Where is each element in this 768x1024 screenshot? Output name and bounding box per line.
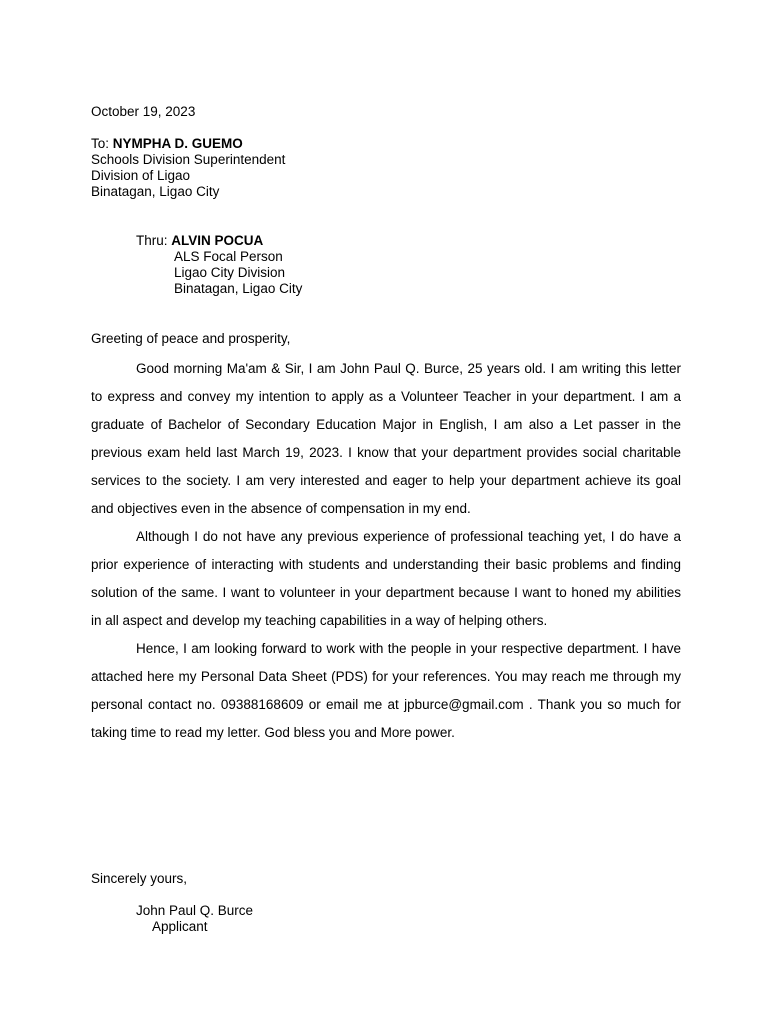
to-label: To: [91, 136, 110, 151]
thru-heading [136, 233, 263, 249]
body-paragraph: Hence, I am looking forward to work with the people in your respective department. I have attached here my Personal Data Sheet (PDS) for your references. You may reach me through my personal contact no. 09388168609 or email me at jpburce@gmail.com . Thank you so much for taking time to read my letter. God bless you and More power. [91, 641, 681, 740]
recipient-heading [91, 136, 243, 152]
recipient-line: Binatagan, Ligao City [91, 184, 220, 199]
signature-title: Applicant [152, 919, 208, 934]
body-paragraph: Although I do not have any previous experience of professional teaching yet, I do have a prior experience of interacting with students and understanding their basic problems and finding solution of the same. I want to volunteer in your department because I want to honed my abilities in all aspect and develop my teaching capabilities in a way of helping others. [91, 529, 681, 628]
recipient-line: Schools Division Superintendent [91, 152, 286, 167]
letter-date: October 19, 2023 [91, 104, 196, 119]
thru-line: Binatagan, Ligao City [174, 281, 303, 296]
signature-name: John Paul Q. Burce [136, 903, 254, 918]
thru-line: ALS Focal Person [174, 249, 283, 264]
recipient-line: Division of Ligao [91, 168, 191, 183]
recipient-name: NYMPHA D. GUEMO [112, 136, 243, 151]
thru-line: Ligao City Division [174, 265, 286, 280]
thru-label: Thru: [136, 233, 168, 248]
thru-name: ALVIN POCUA [171, 233, 264, 248]
greeting: Greeting of peace and prosperity, [91, 331, 291, 346]
body-paragraph: Good morning Ma'am & Sir, I am John Paul Q. Burce, 25 years old. I am writing this letter to express and convey my intention to apply as a Volunteer Teacher in your department. I am a graduate of Bachelor of Secondary Education Major in English, I am also a Let passer in the previous exam held last March 19, 2023. I know that your department provides social charitable services to the society. I am very interested and eager to help your department achieve its goal and objectives even in the absence of compensation in my end. [91, 361, 681, 516]
letter-body [91, 355, 681, 747]
closing: Sincerely yours, [91, 871, 188, 886]
